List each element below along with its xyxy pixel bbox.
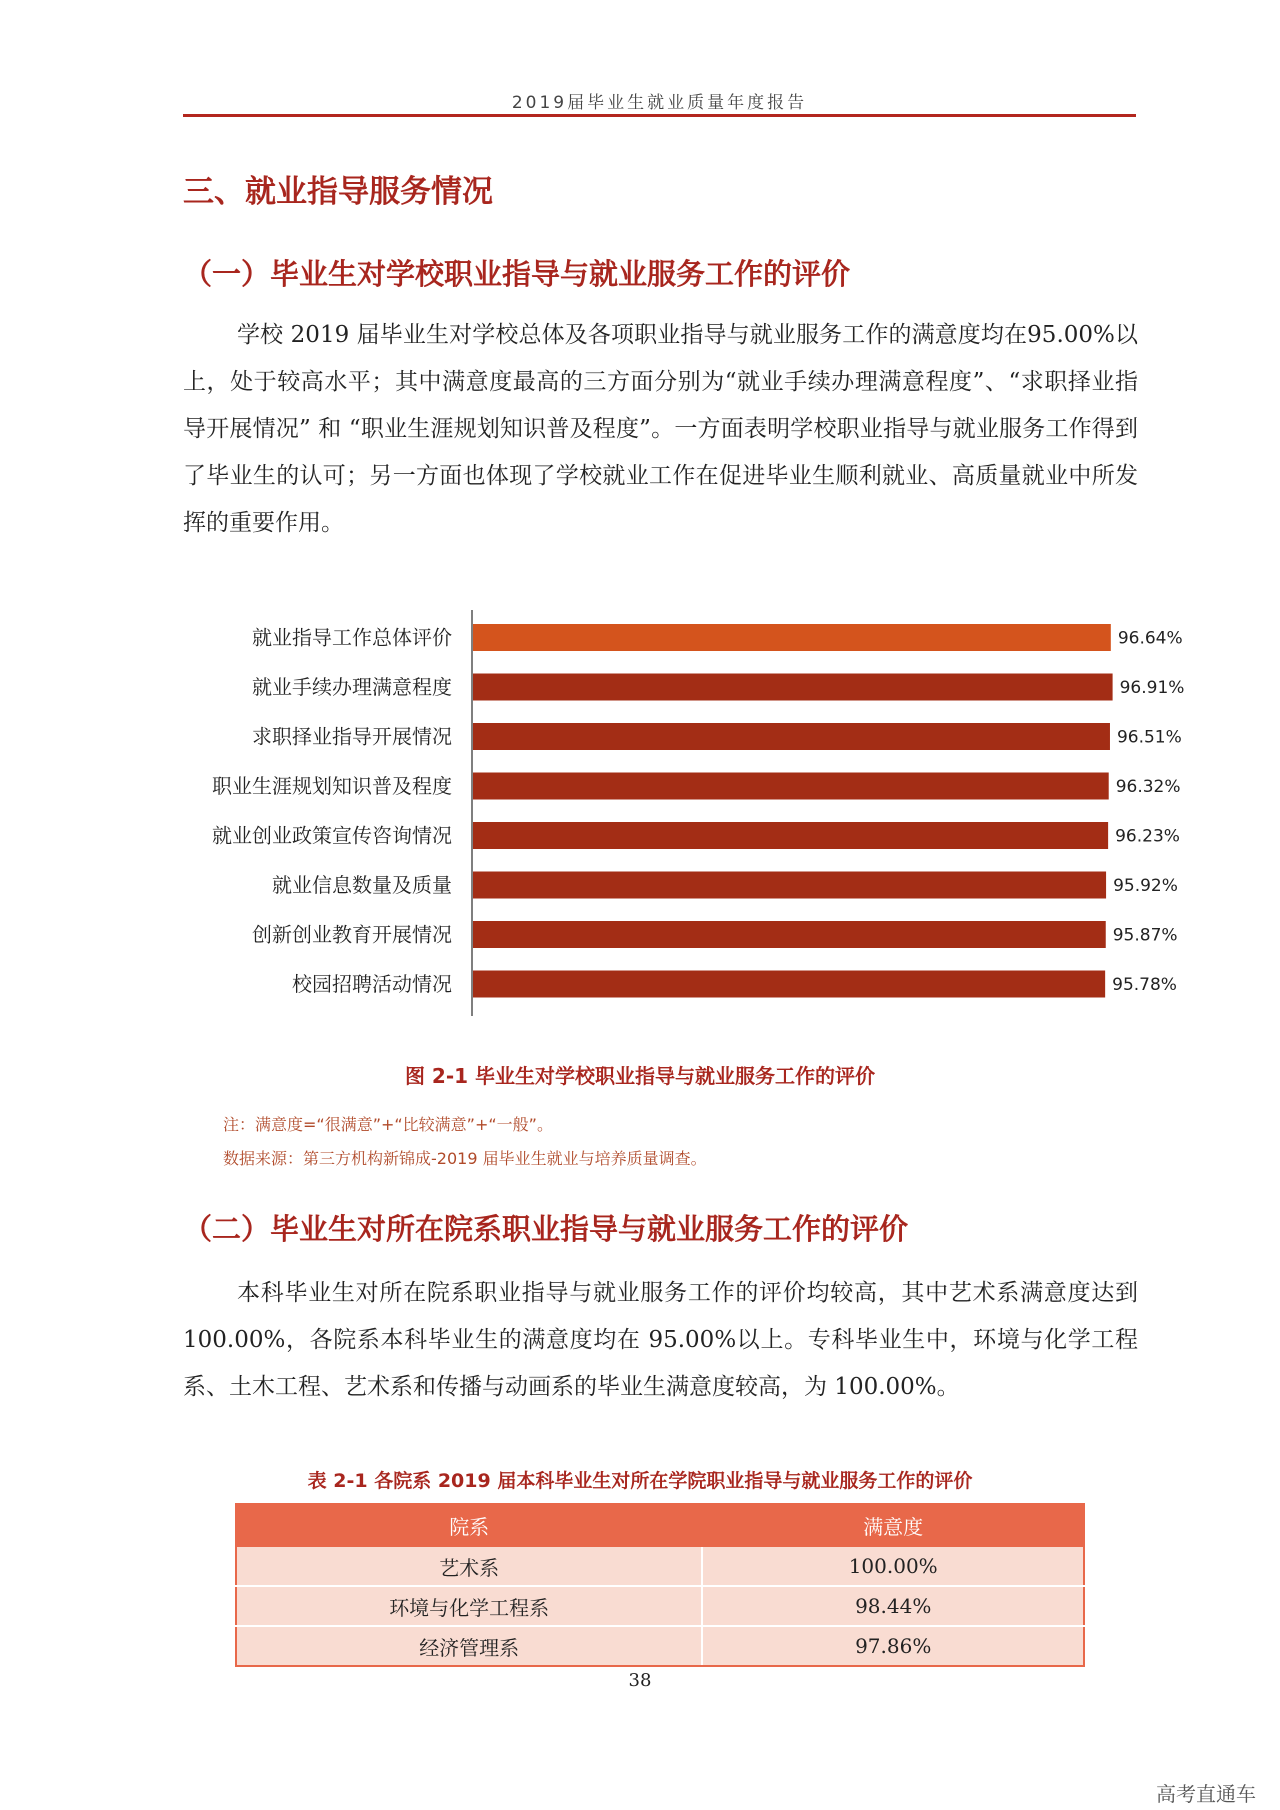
category-label-1: 就业手续办理满意程度 <box>252 675 452 699</box>
header-rule <box>183 114 1136 117</box>
category-label-4: 就业创业政策宣传咨询情况 <box>212 823 452 848</box>
table-header-row <box>236 1504 1084 1546</box>
value-label-2: 96.51% <box>1116 727 1182 748</box>
section-title: 三、就业指导服务情况 <box>183 174 493 210</box>
category-label-5: 就业信息数量及质量 <box>272 873 452 897</box>
category-label-0: 就业指导工作总体评价 <box>252 625 452 650</box>
satisfaction-cell: 97.86% <box>702 1626 1084 1666</box>
department-cell: 经济管理系 <box>236 1626 702 1666</box>
figure-caption: 图 2-1 毕业生对学校职业指导与就业服务工作的评价 <box>404 1064 876 1088</box>
value-label-0: 96.64% <box>1117 628 1183 649</box>
bar-0 <box>473 624 1111 651</box>
table-row <box>236 1626 1084 1666</box>
bar-1 <box>473 674 1113 701</box>
subsection-1-paragraph: 学校 2019 届毕业生对学校总体及各项职业指导与就业服务工作的满意度均在95.00%以上，处于较高水平；其中满意度最高的三方面分别为“就业手续办理满意程度”、“求职择业指导开展情况” 和 “职业生涯规划知识普及程度”。一方面表明学校职业指导与就业服务工作得到了毕业生的认可；另一方面也体现了学校就业工作在促进毕业生顺利就业、高质量就业中所发挥的重要作用。 <box>183 322 1138 536</box>
running-header: 2019届毕业生就业质量年度报告 <box>511 93 808 113</box>
data-source-note: 数据来源：第三方机构新锦成-2019 届毕业生就业与培养质量调查。 <box>223 1149 707 1168</box>
figure-note: 注：满意度=“很满意”+“比较满意”+“一般”。 <box>223 1115 553 1134</box>
value-label-4: 96.23% <box>1115 826 1180 847</box>
category-label-2: 求职择业指导开展情况 <box>252 724 452 749</box>
value-label-7: 95.78% <box>1112 975 1177 995</box>
bar-6 <box>473 921 1106 948</box>
bar-3 <box>473 773 1109 800</box>
satisfaction-cell: 100.00% <box>702 1546 1084 1586</box>
bar-4 <box>473 822 1108 849</box>
department-satisfaction-table <box>235 1503 1085 1667</box>
table-row <box>236 1546 1084 1586</box>
subsection-1-title: （一）毕业生对学校职业指导与就业服务工作的评价 <box>183 257 851 291</box>
column-header-satisfaction: 满意度 <box>702 1504 1084 1546</box>
value-label-3: 96.32% <box>1115 777 1181 797</box>
department-cell: 艺术系 <box>236 1546 702 1586</box>
category-label-7: 校园招聘活动情况 <box>292 972 452 996</box>
bar-2 <box>473 723 1110 750</box>
bar-5 <box>473 872 1106 899</box>
subsection-2-title: （二）毕业生对所在院系职业指导与就业服务工作的评价 <box>183 1212 909 1246</box>
value-label-5: 95.92% <box>1113 876 1178 896</box>
subsection-2-paragraph: 本科毕业生对所在院系职业指导与就业服务工作的评价均较高，其中艺术系满意度达到 100.00%，各院系本科毕业生的满意度均在 95.00%以上。专科毕业生中，环境与化学工程系、土木工程、艺术系和传播与动画系的毕业生满意度较高，为 100.00%。 <box>183 1280 1138 1400</box>
value-label-6: 95.87% <box>1112 925 1178 946</box>
table-row <box>236 1586 1084 1626</box>
page-number: 38 <box>628 1670 652 1691</box>
satisfaction-bar-chart <box>0 610 1280 1020</box>
category-label-6: 创新创业教育开展情况 <box>252 922 452 947</box>
department-cell: 环境与化学工程系 <box>236 1586 702 1626</box>
watermark: 高考直通车 <box>1156 1782 1256 1806</box>
bar-7 <box>473 971 1105 998</box>
table-caption: 表 2-1 各院系 2019 届本科毕业生对所在学院职业指导与就业服务工作的评价 <box>307 1470 973 1492</box>
category-label-3: 职业生涯规划知识普及程度 <box>212 774 452 798</box>
satisfaction-cell: 98.44% <box>702 1586 1084 1626</box>
column-header-department: 院系 <box>236 1504 702 1546</box>
value-label-1: 96.91% <box>1119 678 1185 698</box>
